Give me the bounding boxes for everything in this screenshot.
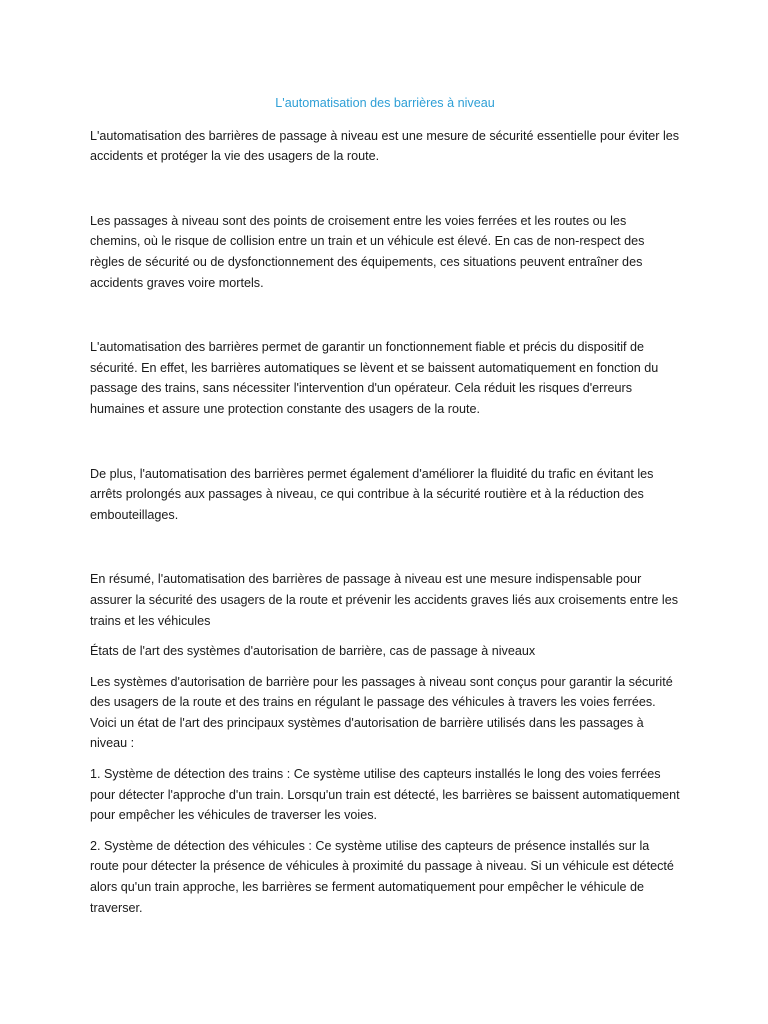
section-heading-etat-de-l-art: États de l'art des systèmes d'autorisation de barrière, cas de passage à niveaux [90,644,536,659]
paragraph-automatisation: L'automatisation des barrières permet de garantir un fonctionnement fiable et précis du dispositif de sécurité. En effet, les barrières automatiques se lèvent et se baissent automatiquement en fonction du passage des trains, sans nécessiter l'intervention d'un opérateur. Cela réduit les risques d'erreurs humaines et assure une protection constante des usagers de la route. [90,340,659,416]
paragraph-systemes-autorisation: Les systèmes d'autorisation de barrière pour les passages à niveau sont conçus pour garantir la sécurité des usagers de la route et des trains en régulant le passage des véhicules à travers les voies ferrées. Voici un état de l'art des principaux systèmes d'autorisation de barrière utilisés dans les passages à niveau : [90,674,673,751]
list-item-detection-vehicules: 2. Système de détection des véhicules : Ce système utilise des capteurs de présence installés sur la route pour détecter la présence de véhicules à proximité du passage à niveau. Si un véhicule est détecté alors qu'un train approche, les barrières se ferment automatiquement pour empêcher le véhicule de traverser. [90,838,674,915]
list-item-detection-trains: 1. Système de détection des trains : Ce système utilise des capteurs installés le long des voies ferrées pour détecter l'approche d'un train. Lorsqu'un train est détecté, les barrières se baissent automatiquement pour empêcher les véhicules de traverser les voies. [90,767,680,823]
paragraph-passages-a-niveau: Les passages à niveau sont des points de croisement entre les voies ferrées et les routes ou les chemins, où le risque de collision entre un train et un véhicule est élevé. En cas de non-respect des règles de sécurité ou de dysfonctionnement des équipements, ces situations peuvent entraîner des accidents graves voire mortels. [90,213,645,290]
document-title: L'automatisation des barrières à niveau [275,96,495,110]
paragraph-fluidite-trafic: De plus, l'automatisation des barrières permet également d'améliorer la fluidité du trafic en évitant les arrêts prolongés aux passages à niveau, ce qui contribue à la sécurité routière et à la réduction des embouteillages. [90,466,654,522]
paragraph-resume: En résumé, l'automatisation des barrières de passage à niveau est une mesure indispensable pour assurer la sécurité des usagers de la route et prévenir les accidents graves liés aux croisements entre les trains et les véhicules [90,572,678,628]
document-content [90,93,680,918]
paragraph-introduction: L'automatisation des barrières de passage à niveau est une mesure de sécurité essentielle pour éviter les accidents et protéger la vie des usagers de la route. [90,128,680,164]
